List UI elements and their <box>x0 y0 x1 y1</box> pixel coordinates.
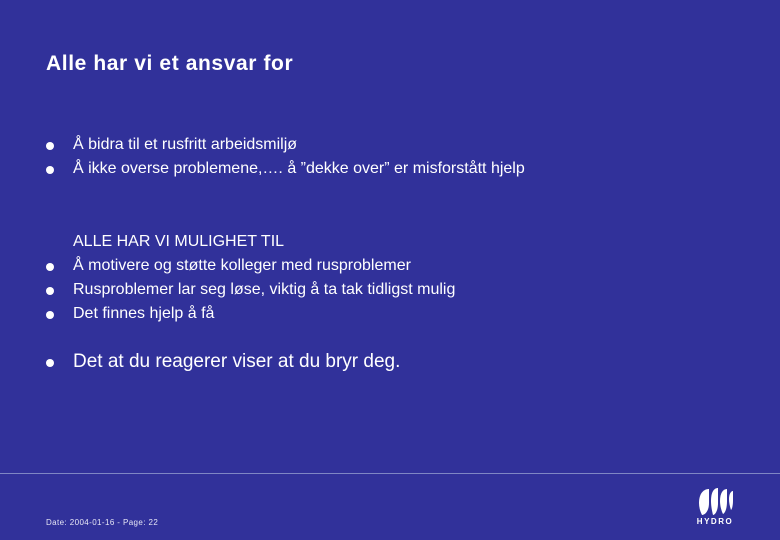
list-item-text: Å ikke overse problemene,…. å ”dekke over” er misforstått hjelp <box>73 160 525 177</box>
bullet-icon <box>46 359 54 367</box>
bullet-icon <box>46 287 54 295</box>
bullet-list-closing <box>46 349 400 375</box>
list-item <box>46 133 525 157</box>
bullet-list-opportunities <box>46 254 455 326</box>
bullet-icon <box>46 311 54 319</box>
list-item <box>46 349 400 375</box>
list-item-text: Det finnes hjelp å få <box>73 305 215 322</box>
logo-wordmark: HYDRO <box>696 517 734 526</box>
viking-ship-icon <box>690 487 740 517</box>
list-item <box>46 278 455 302</box>
list-item-text: Å bidra til et rusfritt arbeidsmiljø <box>73 136 298 153</box>
section-heading: ALLE HAR VI MULIGHET TIL <box>73 233 285 250</box>
list-item-text: Å motivere og støtte kolleger med rusproblemer <box>73 257 411 274</box>
list-item <box>46 302 455 326</box>
bullet-list-responsibilities <box>46 133 525 181</box>
bullet-icon <box>46 142 54 150</box>
slide-title: Alle har vi et ansvar for <box>46 52 294 75</box>
list-item <box>46 157 525 181</box>
bullet-icon <box>46 263 54 271</box>
hydro-logo <box>690 487 740 527</box>
footer-date-page: Date: 2004-01-16 - Page: 22 <box>46 518 159 527</box>
footer-divider <box>0 473 780 474</box>
list-item-text: Det at du reagerer viser at du bryr deg. <box>73 351 401 372</box>
list-item-text: Rusproblemer lar seg løse, viktig å ta tak tidligst mulig <box>73 281 456 298</box>
list-item <box>46 254 455 278</box>
bullet-icon <box>46 166 54 174</box>
